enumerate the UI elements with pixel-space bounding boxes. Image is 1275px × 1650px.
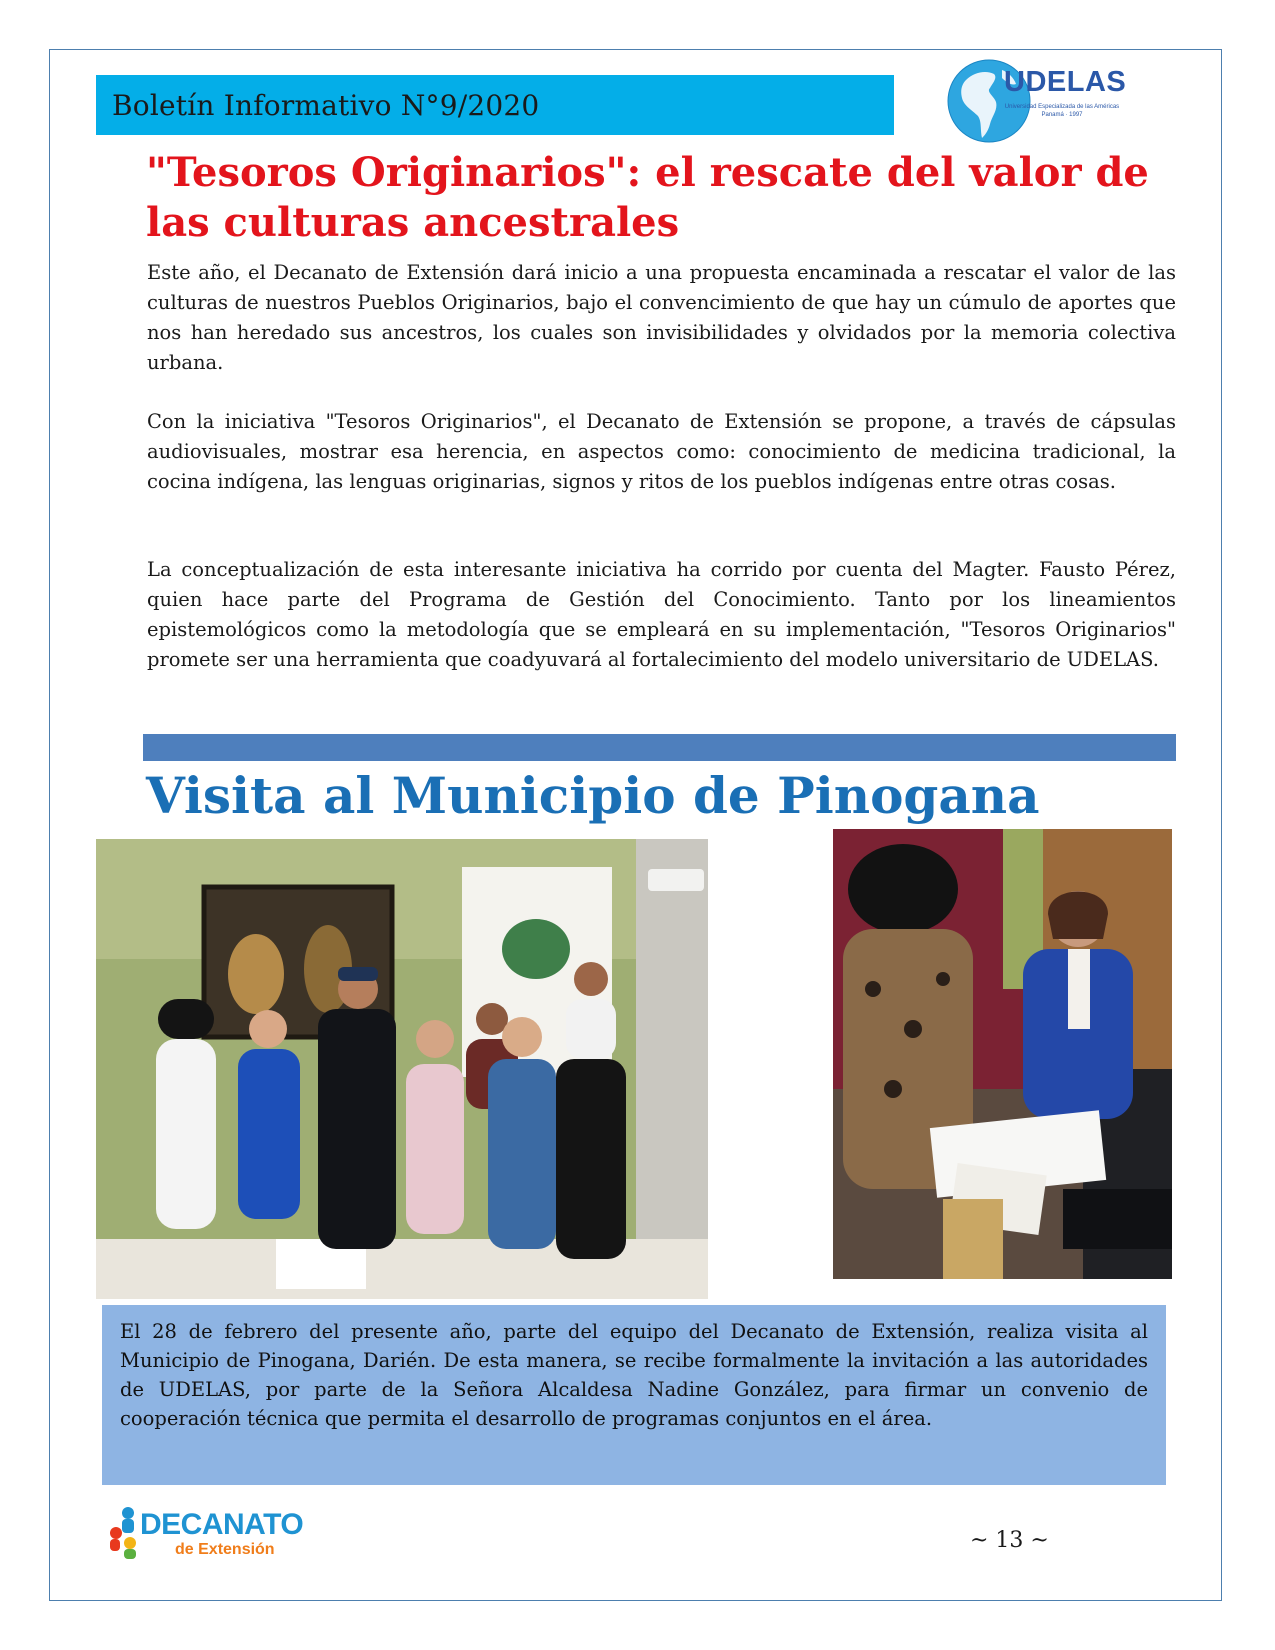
header-bar <box>96 75 894 135</box>
section-divider <box>143 734 1176 761</box>
page-number: ~ 13 ~ <box>970 1528 1049 1553</box>
bulletin-title: Boletín Informativo N°9/2020 <box>112 88 540 122</box>
article-paragraph-3: La conceptualización de esta interesante iniciativa ha corrido por cuenta del Magter. Fausto Pérez, quien hace parte del Programa de Gestión del Conocimiento. Tanto por los lineamientos epistemológicos como la metodología que se empleará en su implementación, "Tesoros Originarios" promete ser una herramienta que coadyuvará al fortalecimiento del modelo universitario de UDELAS. <box>147 558 1176 671</box>
udelas-logo-tagline: Universidad Especializada de las Américas Panamá · 1997 <box>1004 104 1120 118</box>
pinogana-caption: El 28 de febrero del presente año, parte del equipo del Decanato de Extensión, realiza visita al Municipio de Pinogana, Darién. De esta manera, se recibe formalmente la invitación a las autoridades de UDELAS, por parte de la Señora Alcaldesa Nadine González, para firmar un convenio de cooperación técnica que permita el desarrollo de programas conjuntos en el área. <box>120 1320 1148 1430</box>
decanato-logo-subtext: de Extensión <box>175 1541 275 1558</box>
article-paragraph-2: Con la iniciativa "Tesoros Originarios", el Decanato de Extensión se propone, a través de cápsulas audiovisuales, mostrar esa herencia, en aspectos como: conocimiento de medicina tradicional, la cocina indígena, las lenguas originarias, signos y ritos de los pueblos indígenas entre otras cosas. <box>147 410 1176 493</box>
group-photo <box>96 839 708 1299</box>
signing-photo <box>833 829 1172 1279</box>
article-title-tesoros: "Tesoros Originarios": el rescate del valor de las culturas ancestrales <box>146 149 1149 246</box>
article-title-pinogana: Visita al Municipio de Pinogana <box>146 766 1040 825</box>
udelas-logo-text: UDELAS <box>1004 66 1127 98</box>
caption-box <box>102 1305 1166 1485</box>
decanato-logo-text: DECANATO <box>140 1508 304 1541</box>
article-paragraph-1: Este año, el Decanato de Extensión dará inicio a una propuesta encaminada a rescatar el valor de las culturas de nuestros Pueblos Originarios, bajo el convencimiento de que hay un cúmulo de aportes que nos han heredado sus ancestros, los cuales son invisibilidades y olvidados por la memoria colectiva urbana. <box>147 261 1176 374</box>
